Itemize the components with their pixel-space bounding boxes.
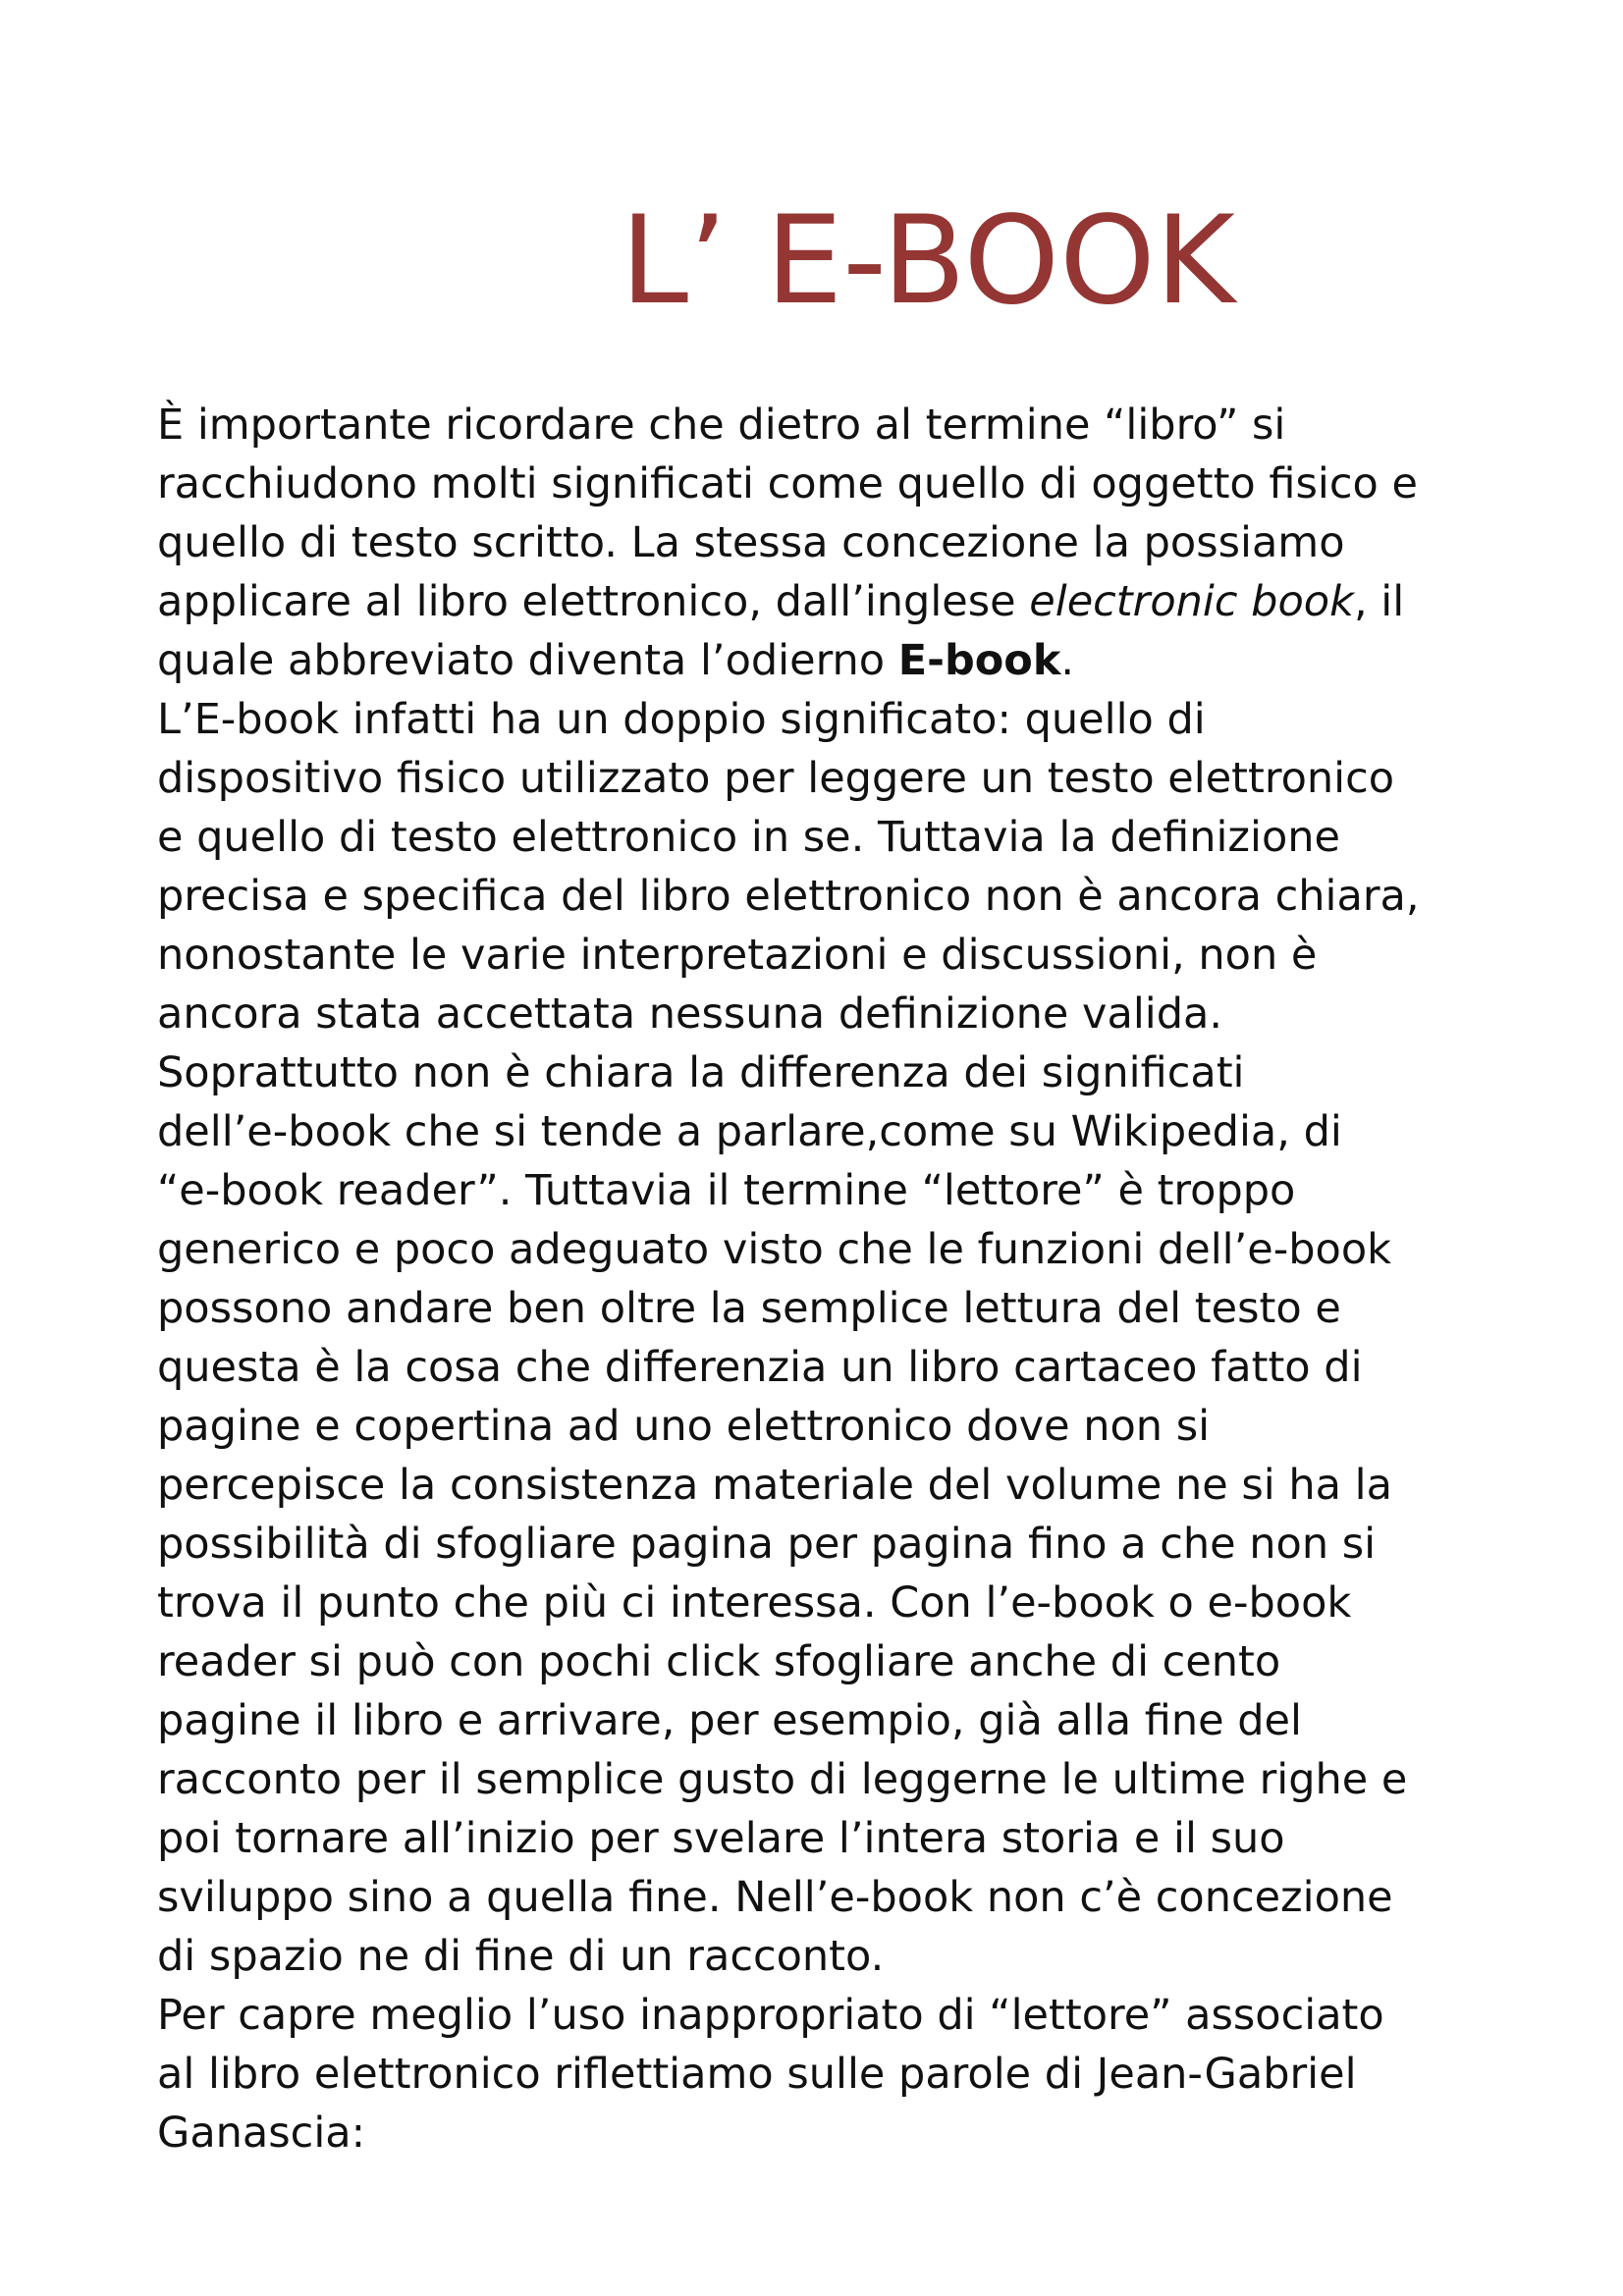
text-line: e quello di testo elettronico in se. Tuttavia la definizione (157, 813, 1340, 862)
text-line (157, 631, 1074, 690)
text-segment: . (1060, 636, 1075, 685)
text-line: pagine il libro e arrivare, per esempio, già alla fine del (157, 1696, 1302, 1745)
text-line: Soprattutto non è chiara la differenza dei significati (157, 1048, 1245, 1097)
text-line: L’E-book infatti ha un doppio significato: quello di (157, 695, 1206, 744)
text-line: reader si può con pochi click sfogliare anche di cento (157, 1637, 1281, 1686)
text-segment: quale abbreviato diventa l’odierno (157, 636, 898, 685)
text-line: questa è la cosa che differenzia un libro cartaceo fatto di (157, 1343, 1363, 1392)
text-line: racconto per il semplice gusto di leggerne le ultime righe e (157, 1755, 1408, 1804)
text-line: sviluppo sino a quella fine. Nell’e-book non c’è concezione (157, 1873, 1393, 1922)
text-line: ancora stata accettata nessuna definizione valida. (157, 989, 1223, 1039)
text-line: trova il punto che più ci interessa. Con l’e-book o e-book (157, 1578, 1352, 1628)
text-line: “e-book reader”. Tuttavia il termine “lettore” è troppo (157, 1166, 1296, 1215)
text-line: racchiudono molti significati come quello di oggetto fisico e (157, 459, 1418, 508)
text-line: generico e poco adeguato visto che le funzioni dell’e-book (157, 1225, 1392, 1274)
text-line (157, 572, 1404, 631)
text-line: quello di testo scritto. La stessa concezione la possiamo (157, 518, 1345, 567)
text-line: È importante ricordare che dietro al termine “libro” si (157, 400, 1286, 450)
text-line: possibilità di sfogliare pagina per pagina fino a che non si (157, 1520, 1377, 1569)
italic-term: electronic book (1029, 577, 1354, 626)
text-line: Per capre meglio l’uso inappropriato di “lettore” associato (157, 1991, 1384, 2040)
text-line: poi tornare all’inizio per svelare l’intera storia e il suo (157, 1814, 1285, 1863)
text-line: possono andare ben oltre la semplice lettura del testo e (157, 1284, 1341, 1333)
text-segment: , il (1353, 577, 1405, 626)
page-title: L’ E-BOOK (621, 190, 1235, 332)
text-line: precisa e specifica del libro elettronico non è ancora chiara, (157, 872, 1420, 921)
text-line: nonostante le varie interpretazioni e discussioni, non è (157, 931, 1318, 980)
text-line: pagine e copertina ad uno elettronico dove non si (157, 1402, 1211, 1451)
text-line: dell’e-book che si tende a parlare,come su Wikipedia, di (157, 1107, 1342, 1156)
text-line: di spazio ne di fine di un racconto. (157, 1932, 885, 1981)
text-segment: applicare al libro elettronico, dall’inglese (157, 577, 1030, 626)
text-line: al libro elettronico riflettiamo sulle parole di Jean-Gabriel (157, 2050, 1357, 2099)
text-line: Ganascia: (157, 2109, 366, 2158)
bold-term: E-book (897, 636, 1061, 685)
text-line: dispositivo fisico utilizzato per leggere un testo elettronico (157, 754, 1395, 803)
text-line: percepisce la consistenza materiale del volume ne si ha la (157, 1461, 1392, 1510)
